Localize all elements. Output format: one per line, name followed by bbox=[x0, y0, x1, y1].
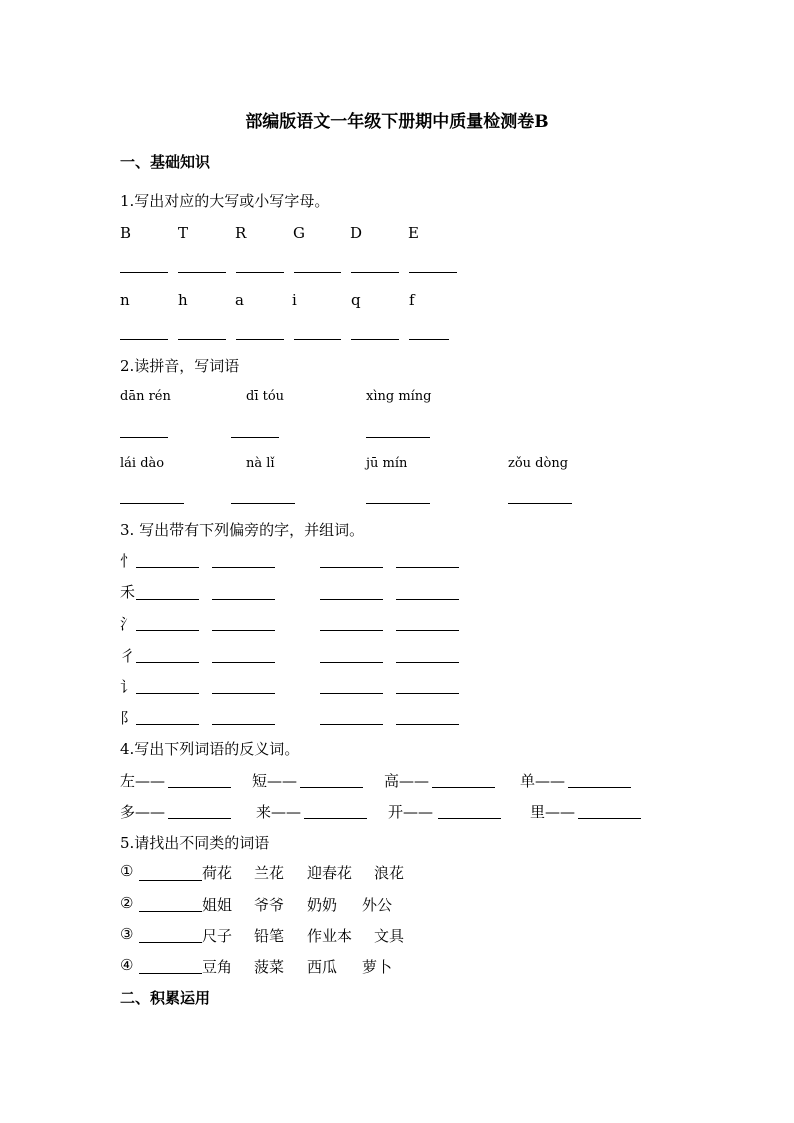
answer-blank[interactable] bbox=[212, 693, 275, 694]
answer-blank[interactable] bbox=[139, 911, 202, 912]
pinyin: dī tóu bbox=[246, 389, 285, 404]
answer-blank[interactable] bbox=[139, 942, 202, 943]
answer-blank[interactable] bbox=[432, 787, 495, 788]
item-marker: ④ bbox=[120, 956, 134, 974]
item-marker: ② bbox=[120, 894, 134, 912]
q1-letter: E bbox=[408, 224, 419, 242]
q1-letter: B bbox=[120, 224, 132, 242]
answer-blank[interactable] bbox=[168, 787, 231, 788]
radical: 禾 bbox=[120, 583, 136, 601]
answer-blank[interactable] bbox=[168, 818, 231, 819]
answer-blank[interactable] bbox=[136, 599, 199, 600]
word: 铅笔 bbox=[254, 927, 285, 945]
answer-blank[interactable] bbox=[568, 787, 631, 788]
item-marker: ① bbox=[120, 862, 134, 880]
answer-blank[interactable] bbox=[120, 503, 184, 504]
pinyin: dān rén bbox=[120, 389, 171, 404]
answer-blank[interactable] bbox=[396, 724, 459, 725]
q1-letter: f bbox=[409, 291, 415, 309]
q1-letter: q bbox=[351, 291, 361, 309]
answer-blank[interactable] bbox=[351, 339, 399, 340]
answer-blank[interactable] bbox=[366, 503, 430, 504]
q5-prompt: 5.请找出不同类的词语 bbox=[120, 834, 270, 852]
radical: 氵 bbox=[120, 615, 136, 633]
answer-blank[interactable] bbox=[120, 339, 168, 340]
answer-blank[interactable] bbox=[231, 503, 295, 504]
pinyin: jū mín bbox=[366, 456, 408, 471]
answer-blank[interactable] bbox=[320, 567, 383, 568]
word: 荷花 bbox=[202, 864, 233, 882]
q1-letter: D bbox=[350, 224, 363, 242]
pinyin: zǒu dòng bbox=[508, 456, 569, 471]
word: 文具 bbox=[374, 927, 405, 945]
answer-blank[interactable] bbox=[320, 599, 383, 600]
antonym-word: 多—— bbox=[120, 803, 166, 821]
q1-prompt: 1.写出对应的大写或小写字母。 bbox=[120, 192, 330, 210]
answer-blank[interactable] bbox=[136, 724, 199, 725]
pinyin: xìng míng bbox=[366, 389, 432, 404]
antonym-word: 高—— bbox=[384, 772, 430, 790]
antonym-word: 短—— bbox=[252, 772, 298, 790]
answer-blank[interactable] bbox=[320, 662, 383, 663]
word: 豆角 bbox=[202, 958, 233, 976]
answer-blank[interactable] bbox=[236, 272, 284, 273]
answer-blank[interactable] bbox=[320, 630, 383, 631]
q1-letter: T bbox=[178, 224, 189, 242]
answer-blank[interactable] bbox=[300, 787, 363, 788]
word: 奶奶 bbox=[307, 896, 338, 914]
answer-blank[interactable] bbox=[294, 339, 341, 340]
radical: 忄 bbox=[120, 552, 136, 570]
q2-prompt: 2.读拼音，写词语 bbox=[120, 357, 240, 375]
answer-blank[interactable] bbox=[396, 567, 459, 568]
answer-blank[interactable] bbox=[231, 437, 279, 438]
word: 兰花 bbox=[254, 864, 285, 882]
radical: 阝 bbox=[120, 709, 136, 727]
answer-blank[interactable] bbox=[366, 437, 430, 438]
page-title: 部编版语文一年级下册期中质量检测卷B bbox=[245, 112, 549, 132]
answer-blank[interactable] bbox=[178, 339, 226, 340]
answer-blank[interactable] bbox=[294, 272, 341, 273]
word: 迎春花 bbox=[307, 864, 353, 882]
q4-prompt: 4.写出下列词语的反义词。 bbox=[120, 740, 300, 758]
answer-blank[interactable] bbox=[120, 437, 168, 438]
answer-blank[interactable] bbox=[136, 662, 199, 663]
q1-letter: a bbox=[235, 291, 244, 309]
word: 爷爷 bbox=[254, 896, 285, 914]
word: 外公 bbox=[362, 896, 393, 914]
answer-blank[interactable] bbox=[139, 973, 202, 974]
section-1-heading: 一、基础知识 bbox=[120, 153, 211, 171]
answer-blank[interactable] bbox=[212, 724, 275, 725]
word: 姐姐 bbox=[202, 896, 233, 914]
answer-blank[interactable] bbox=[320, 693, 383, 694]
item-marker: ③ bbox=[120, 925, 134, 943]
q1-letter: i bbox=[292, 291, 297, 309]
answer-blank[interactable] bbox=[351, 272, 399, 273]
answer-blank[interactable] bbox=[396, 599, 459, 600]
answer-blank[interactable] bbox=[178, 272, 226, 273]
antonym-word: 单—— bbox=[520, 772, 566, 790]
answer-blank[interactable] bbox=[438, 818, 501, 819]
q3-prompt: 3. 写出带有下列偏旁的字，并组词。 bbox=[120, 521, 365, 539]
q1-letter: G bbox=[293, 224, 305, 242]
answer-blank[interactable] bbox=[396, 662, 459, 663]
antonym-word: 里—— bbox=[530, 803, 576, 821]
antonym-word: 来—— bbox=[256, 803, 302, 821]
answer-blank[interactable] bbox=[136, 693, 199, 694]
answer-blank[interactable] bbox=[136, 630, 199, 631]
antonym-word: 开—— bbox=[388, 803, 434, 821]
answer-blank[interactable] bbox=[578, 818, 641, 819]
word: 西瓜 bbox=[307, 958, 338, 976]
answer-blank[interactable] bbox=[139, 880, 202, 881]
radical: 彳 bbox=[120, 647, 136, 665]
q1-letter: h bbox=[178, 291, 188, 309]
answer-blank[interactable] bbox=[212, 630, 275, 631]
pinyin: lái dào bbox=[120, 456, 165, 471]
answer-blank[interactable] bbox=[396, 630, 459, 631]
word: 作业本 bbox=[307, 927, 353, 945]
section-2-heading: 二、积累运用 bbox=[120, 989, 211, 1007]
answer-blank[interactable] bbox=[320, 724, 383, 725]
radical: 讠 bbox=[120, 678, 136, 696]
word: 萝卜 bbox=[362, 958, 393, 976]
pinyin: nà lǐ bbox=[246, 456, 275, 471]
word: 浪花 bbox=[374, 864, 405, 882]
answer-blank[interactable] bbox=[212, 599, 275, 600]
answer-blank[interactable] bbox=[120, 272, 168, 273]
word: 尺子 bbox=[202, 927, 233, 945]
answer-blank[interactable] bbox=[212, 662, 275, 663]
answer-blank[interactable] bbox=[508, 503, 572, 504]
antonym-word: 左—— bbox=[120, 772, 166, 790]
answer-blank[interactable] bbox=[304, 818, 367, 819]
answer-blank[interactable] bbox=[212, 567, 275, 568]
answer-blank[interactable] bbox=[136, 567, 199, 568]
q1-letter: R bbox=[235, 224, 247, 242]
q1-letter: n bbox=[120, 291, 130, 309]
answer-blank[interactable] bbox=[236, 339, 284, 340]
answer-blank[interactable] bbox=[396, 693, 459, 694]
word: 菠菜 bbox=[254, 958, 285, 976]
answer-blank[interactable] bbox=[409, 339, 449, 340]
answer-blank[interactable] bbox=[409, 272, 457, 273]
